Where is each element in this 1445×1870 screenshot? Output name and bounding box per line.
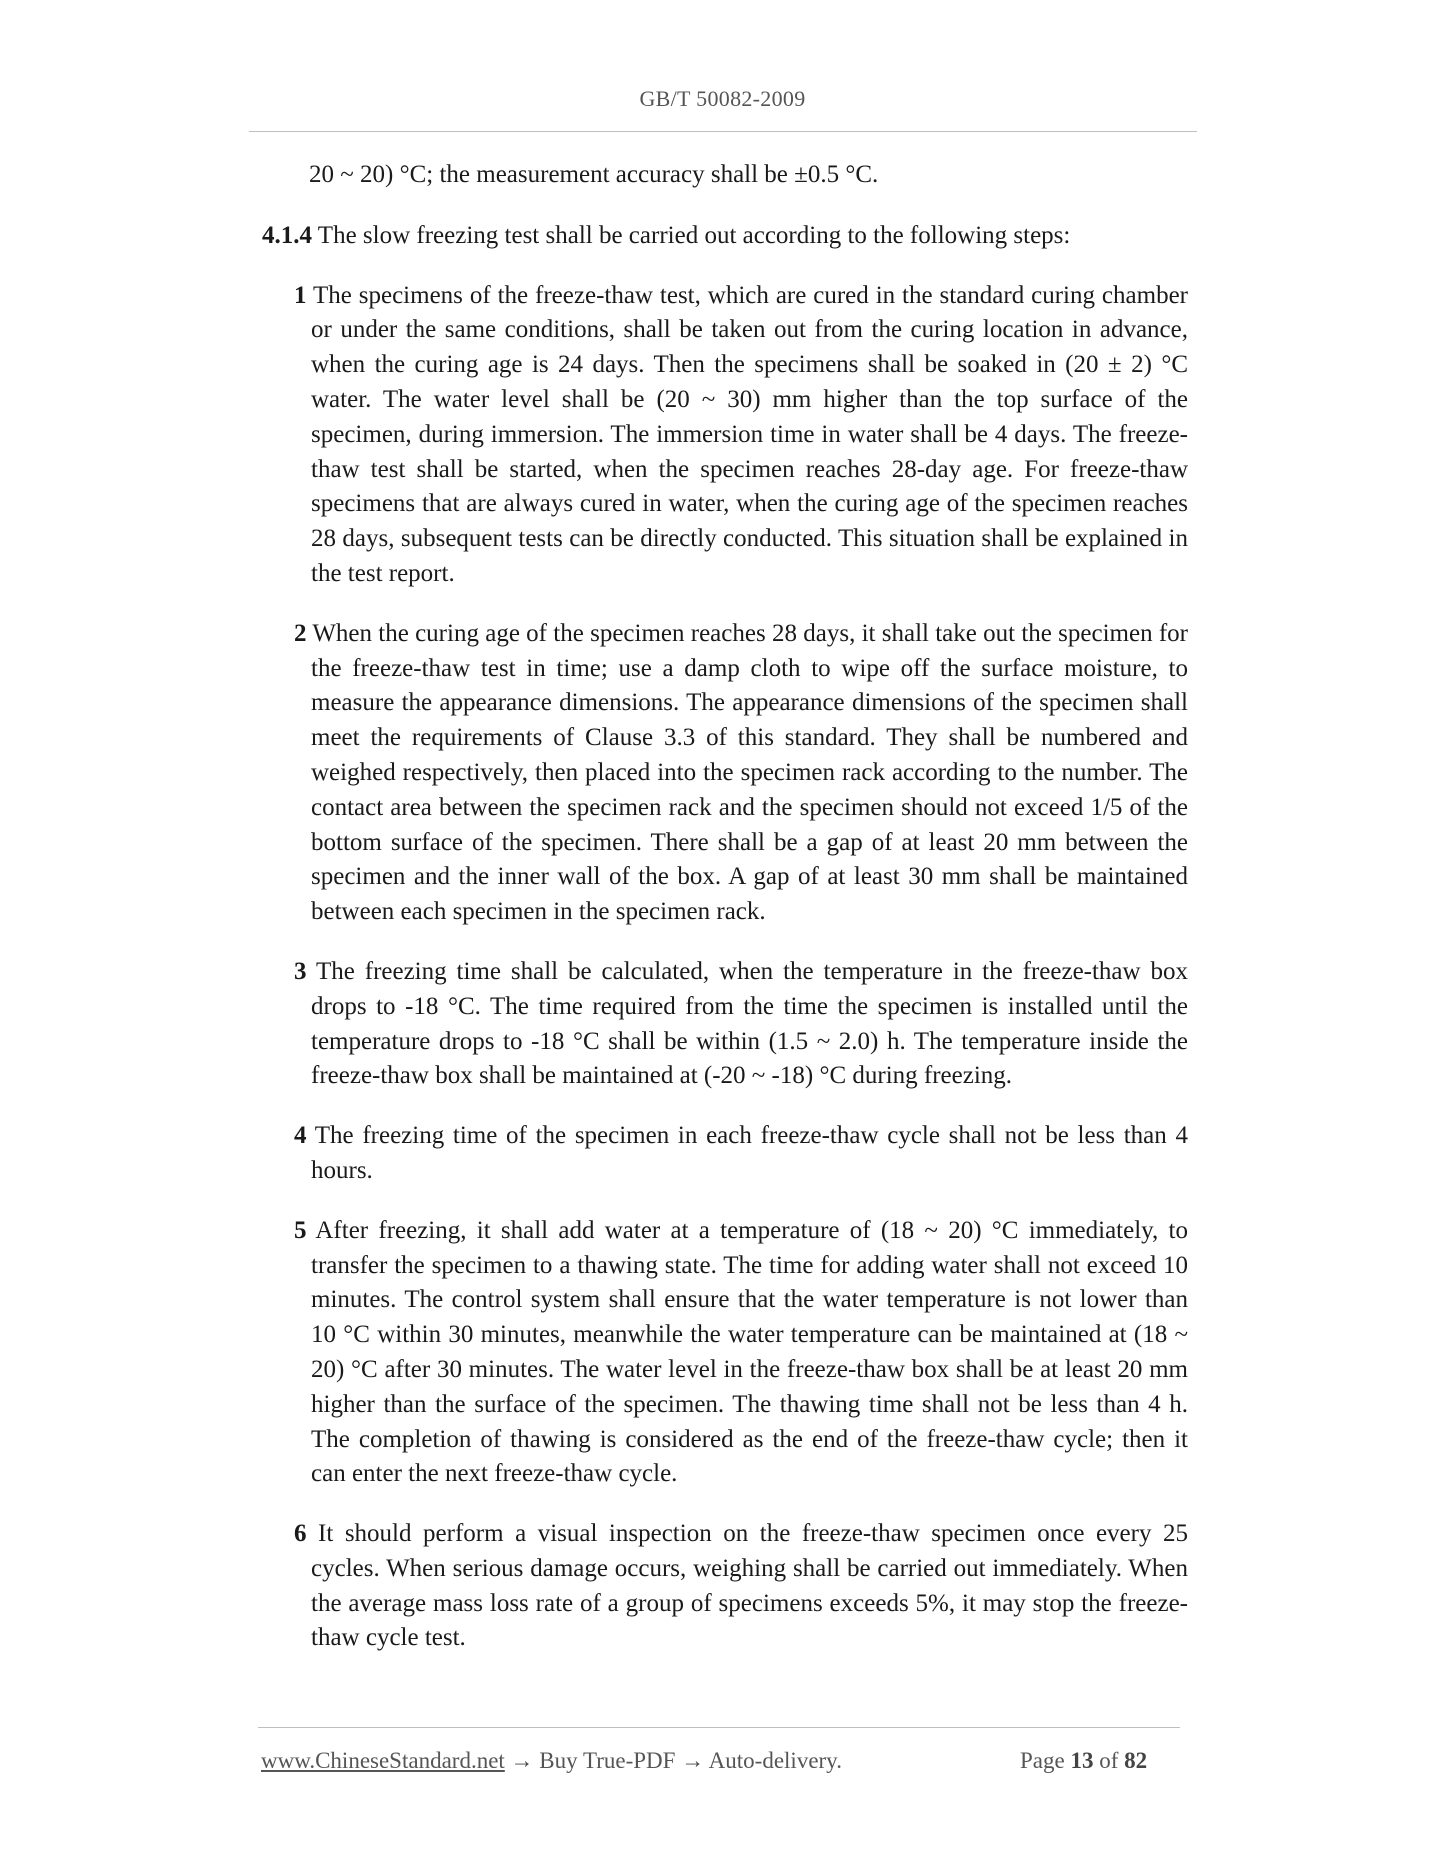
header-title: GB/T 50082-2009 — [639, 86, 806, 111]
page-current: 13 — [1070, 1748, 1094, 1773]
step-text: After freezing, it shall add water at a temperature of (18 ~ 20) °C immediately, to transfer the specimen to a thawing state. The time for adding water shall not exceed 10 minutes. The control system shall ensure that the water temperature is not lower than 10 °C within 30 minutes, meanwhile the water temperature can be maintained at (18 ~ 20) °C after 30 minutes. The water level in the freeze-thaw box shall be at least 20 mm higher than the surface of the specimen. The thawing time shall not be less than 4 h. The completion of thawing is considered as the end of the freeze-thaw cycle; then it can enter the next freeze-thaw cycle. — [306, 1216, 1188, 1488]
footer-promo — [261, 1748, 842, 1774]
step-4 — [294, 1119, 1188, 1189]
document-body — [262, 158, 1188, 1681]
clause-text: The slow freezing test shall be carried out according to the following steps: — [312, 221, 1071, 249]
step-number: 6 — [294, 1520, 307, 1548]
step-1 — [294, 279, 1188, 592]
step-3 — [294, 955, 1188, 1094]
step-text: When the curing age of the specimen reaches 28 days, it shall take out the specimen for the freeze-thaw test in time; use a damp cloth to wipe off the surface moisture, to measure the appearance dimensions. The appearance dimensions of the specimen shall meet the requirements of Clause 3.3 of this standard. They shall be numbered and weighed respectively, then placed into the specimen rack according to the number. The contact area between the specimen rack and the specimen should not exceed 1/5 of the bottom surface of the specimen. There shall be a gap of at least 20 mm between the specimen and the inner wall of the box. A gap of at least 30 mm shall be maintained between each specimen in the specimen rack. — [306, 619, 1188, 926]
page-total: 82 — [1124, 1748, 1148, 1773]
step-6 — [294, 1517, 1188, 1656]
step-5 — [294, 1214, 1188, 1492]
buy-text: Buy True-PDF — [533, 1748, 682, 1773]
page-of: of — [1093, 1748, 1125, 1773]
step-text: The freezing time of the specimen in each freeze-thaw cycle shall not be less than 4 hours. — [306, 1122, 1188, 1184]
footer-divider — [258, 1727, 1180, 1728]
step-number: 2 — [294, 619, 307, 647]
step-number: 1 — [294, 281, 307, 309]
arrow-right-icon: → — [510, 1748, 534, 1773]
step-text: The specimens of the freeze-thaw test, which are cured in the standard curing chamber or under the same conditions, shall be taken out from the curing location in advance, when the curing age is 24 days. Then the specimens shall be soaked in (20 ± 2) °C water. The water level shall be (20 ~ 30) mm higher than the top surface of the specimen, during immersion. The immersion time in water shall be 4 days. The freeze-thaw test shall be started, when the specimen reaches 28-day age. For freeze-thaw specimens that are always cured in water, when the curing age of the specimen reaches 28 days, subsequent tests can be directly conducted. This situation shall be explained in the test report. — [306, 281, 1188, 587]
clause-number: 4.1.4 — [262, 221, 312, 249]
step-2 — [294, 617, 1188, 930]
header-divider — [249, 131, 1197, 132]
arrow-right-icon: → — [681, 1748, 705, 1773]
clause-4-1-4 — [262, 219, 1188, 254]
delivery-text: Auto-delivery. — [704, 1748, 842, 1773]
page-label: Page — [1020, 1748, 1071, 1773]
step-number: 5 — [294, 1216, 307, 1244]
step-number: 3 — [294, 957, 307, 985]
page-indicator — [1020, 1748, 1147, 1774]
step-text: The freezing time shall be calculated, when the temperature in the freeze-thaw box drops to -18 °C. The time required from the time the specimen is installed until the temperature drops to -18 °C shall be within (1.5 ~ 2.0) h. The temperature inside the freeze-thaw box shall be maintained at (-20 ~ -18) °C during freezing. — [306, 957, 1188, 1090]
step-text: It should perform a visual inspection on the freeze-thaw specimen once every 25 cycles. When serious damage occurs, weighing shall be carried out immediately. When the average mass loss rate of a group of specimens exceeds 5%, it may stop the freeze-thaw cycle test. — [306, 1520, 1188, 1652]
continuation-line: 20 ~ 20) °C; the measurement accuracy shall be ±0.5 °C. — [309, 161, 879, 188]
step-number: 4 — [294, 1122, 307, 1150]
website-link[interactable]: www.ChineseStandard.net — [261, 1748, 505, 1773]
